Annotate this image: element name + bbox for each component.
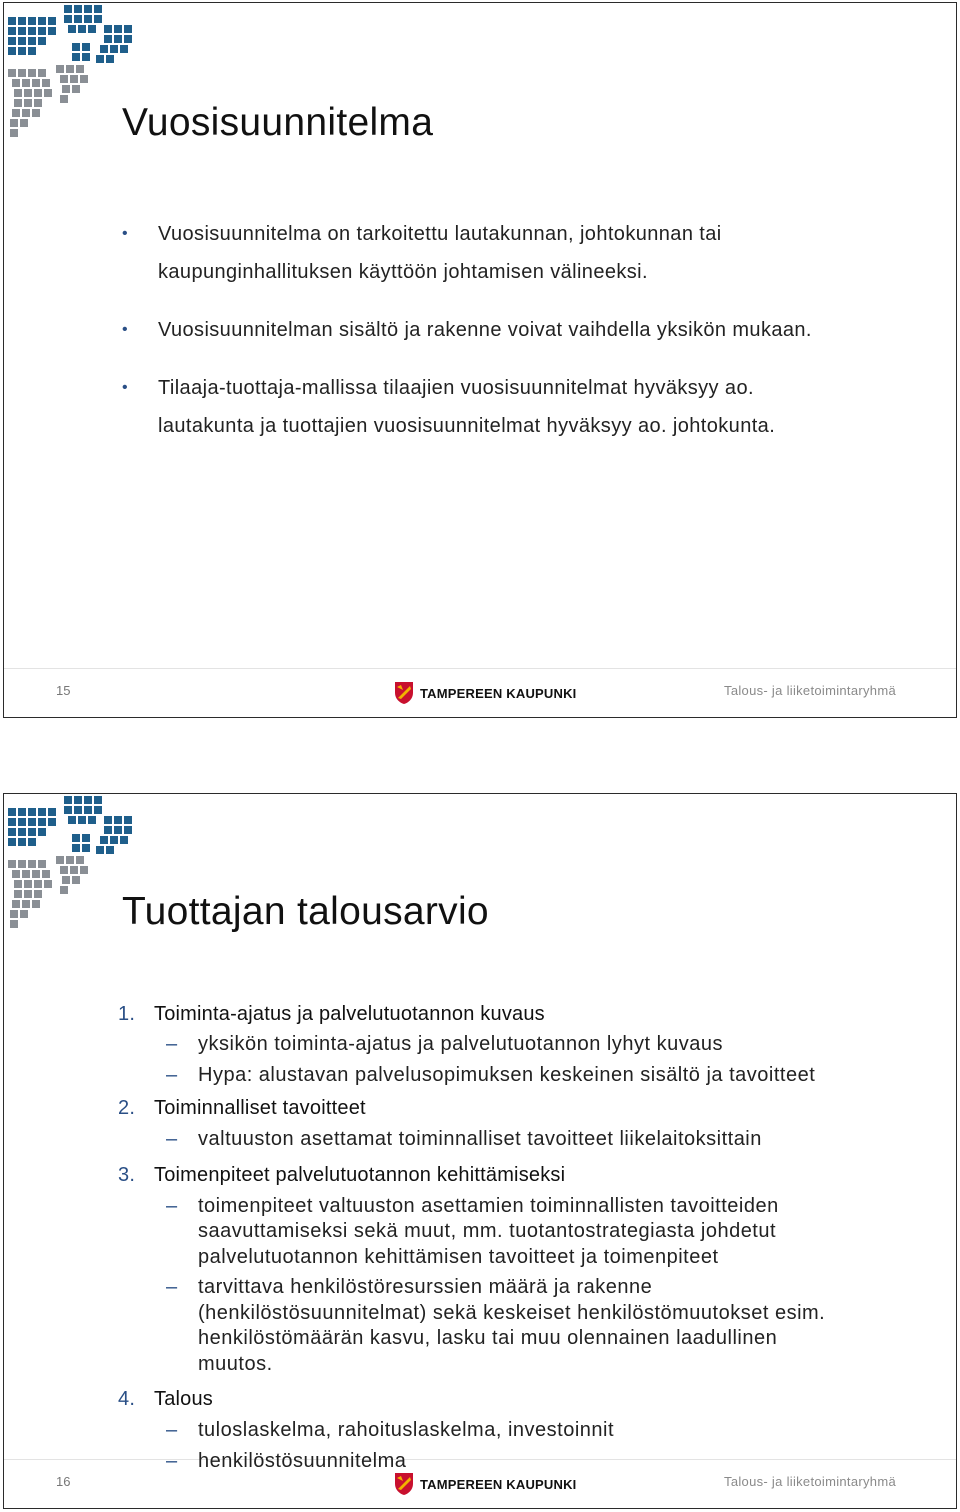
dash-symbol: – bbox=[166, 1128, 178, 1150]
numbered-item bbox=[118, 1385, 918, 1474]
item-heading: Toiminta-ajatus ja palvelutuotannon kuvaus bbox=[154, 1003, 545, 1025]
sub-line: toimenpiteet valtuuston asettamien toiminnallisten tavoitteiden bbox=[198, 1194, 779, 1217]
tampere-coat-of-arms-icon bbox=[394, 681, 414, 705]
item-number: 3. bbox=[118, 1163, 136, 1186]
slide-title: Tuottajan talousarvio bbox=[122, 890, 489, 933]
sub-line: tarvittava henkilöstöresurssien määrä ja rakenne bbox=[198, 1276, 653, 1298]
sub-line: tuloslaskelma, rahoituslaskelma, investoinnit bbox=[198, 1419, 615, 1441]
brand-logo bbox=[394, 681, 576, 705]
dash-symbol: – bbox=[166, 1449, 178, 1472]
bullet-line: Vuosisuunnitelman sisältö ja rakenne voivat vaihdella yksikön mukaan. bbox=[158, 319, 812, 341]
sub-line: (henkilöstösuunnitelmat) sekä keskeiset henkilöstömuutokset esim. bbox=[198, 1301, 826, 1324]
bullet-symbol: • bbox=[122, 225, 129, 242]
sub-line: muutos. bbox=[198, 1352, 273, 1375]
item-number: 4. bbox=[118, 1388, 136, 1410]
dash-symbol: – bbox=[166, 1194, 178, 1217]
brand-name: TAMPEREEN KAUPUNKI bbox=[420, 1476, 577, 1492]
bullet-item bbox=[122, 311, 922, 349]
sub-line: henkilöstösuunnitelma bbox=[198, 1449, 407, 1472]
numbered-item bbox=[118, 1094, 918, 1153]
sub-line: palvelutuotannon kehittämisen tavoitteet ja toimenpiteet bbox=[198, 1245, 719, 1268]
sub-line: yksikön toiminta-ajatus ja palvelutuotannon lyhyt kuvaus bbox=[198, 1033, 723, 1055]
sub-line: Hypa: alustavan palvelusopimuksen keskeinen sisältö ja tavoitteet bbox=[198, 1063, 816, 1086]
bullet-line: Vuosisuunnitelma on tarkoitettu lautakunnan, johtokunnan tai bbox=[158, 223, 722, 245]
page-number: 15 bbox=[56, 683, 71, 698]
item-number: 2. bbox=[118, 1097, 136, 1119]
bullet-item bbox=[122, 369, 922, 445]
dash-symbol: – bbox=[166, 1276, 178, 1298]
dash-symbol: – bbox=[166, 1033, 178, 1055]
numbered-list bbox=[118, 1000, 918, 1474]
department-label: Talous- ja liiketoimintaryhmä bbox=[724, 683, 896, 698]
sub-line: valtuuston asettamat toiminnalliset tavoitteet liikelaitoksittain bbox=[198, 1128, 762, 1150]
item-number: 1. bbox=[118, 1003, 136, 1025]
brand-name: TAMPEREEN KAUPUNKI bbox=[420, 685, 577, 701]
sub-line: henkilöstömäärän kasvu, lasku tai muu olennainen laadullinen bbox=[198, 1327, 778, 1349]
bullet-symbol: • bbox=[122, 321, 129, 338]
tampere-coat-of-arms-icon bbox=[394, 1472, 414, 1496]
numbered-item bbox=[118, 1161, 918, 1378]
slide-footer bbox=[4, 668, 956, 717]
bullet-list bbox=[122, 215, 922, 465]
item-heading: Toimenpiteet palvelutuotannon kehittämiseksi bbox=[154, 1163, 566, 1186]
brand-logo bbox=[394, 1472, 576, 1496]
page-number: 16 bbox=[56, 1474, 71, 1489]
dash-symbol: – bbox=[166, 1063, 178, 1086]
bullet-line: kaupunginhallituksen käyttöön johtamisen välineeksi. bbox=[158, 261, 648, 283]
item-heading: Toiminnalliset tavoitteet bbox=[154, 1097, 366, 1119]
dash-symbol: – bbox=[166, 1419, 178, 1441]
sub-line: saavuttamiseksi sekä muut, mm. tuotantostrategiasta johdetut bbox=[198, 1220, 777, 1242]
bullet-item bbox=[122, 215, 922, 291]
slide-title: Vuosisuunnitelma bbox=[122, 101, 434, 144]
bullet-symbol: • bbox=[122, 379, 129, 396]
department-label: Talous- ja liiketoimintaryhmä bbox=[724, 1474, 896, 1489]
bullet-line: lautakunta ja tuottajien vuosisuunnitelmat hyväksyy ao. johtokunta. bbox=[158, 415, 776, 437]
numbered-item bbox=[118, 1000, 918, 1088]
bullet-line: Tilaaja-tuottaja-mallissa tilaajien vuosisuunnitelmat hyväksyy ao. bbox=[158, 377, 754, 399]
slide-15 bbox=[3, 2, 957, 718]
item-heading: Talous bbox=[154, 1388, 214, 1410]
